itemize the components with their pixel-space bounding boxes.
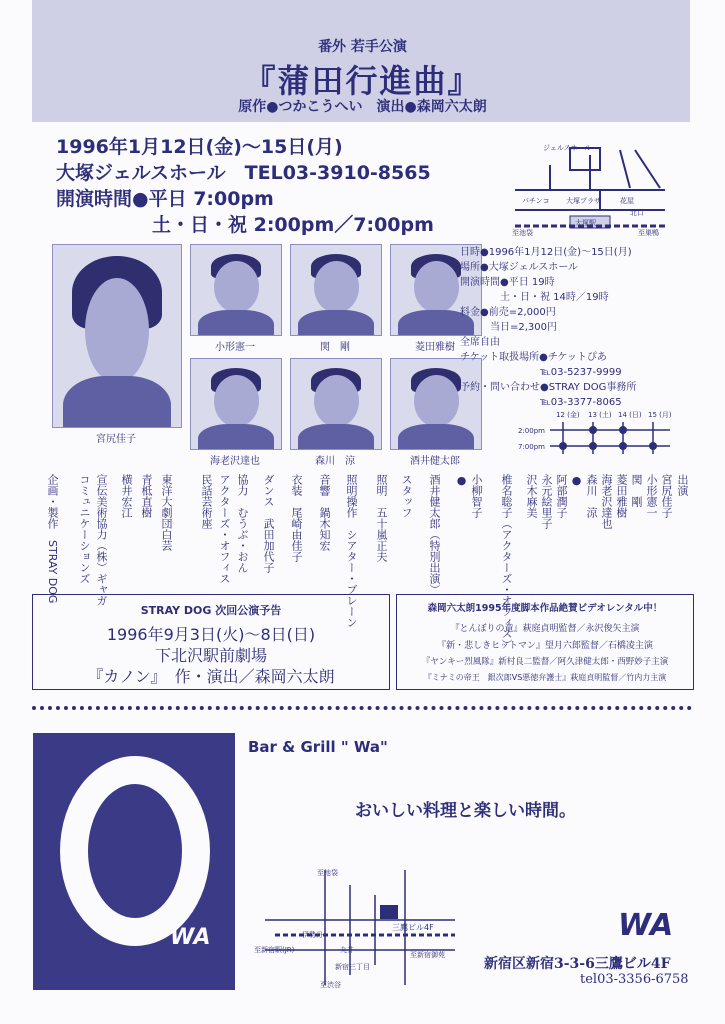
video-rental-item: 『新・悲しきヒットマン』望月六郎監督／石橋凌主演: [437, 641, 653, 651]
barmap-gyoen: 至新宿御苑: [410, 951, 445, 959]
info-line: 土・日・祝 14時／19時: [460, 292, 609, 303]
barmap-shibuya: 至渋谷: [320, 981, 341, 989]
cast-caption: 森川 涼: [315, 456, 355, 467]
map-plaza: 大塚プラザ: [566, 197, 601, 205]
credit-column: 菱田雅樹: [615, 474, 628, 518]
info-line: 場所●大塚ジェルスホール: [460, 262, 579, 273]
info-line: 開演時間●平日 19時: [460, 277, 555, 288]
credit-column: コミュニケーションズ: [78, 474, 91, 584]
credit-column: 出演: [676, 474, 689, 496]
timetable-day: 15 (月): [648, 411, 672, 419]
credit-column: 小形憲一: [645, 474, 658, 518]
map-flower: 花屋: [620, 197, 634, 205]
info-line: 予約・問い合わせ●STRAY DOG事務所: [460, 382, 637, 393]
cast-caption: 海老沢達也: [210, 456, 260, 467]
video-rental-item: 『ミナミの帝王 銀次郎VS悪徳弁護士』萩庭貞明監督／竹内力主演: [423, 673, 667, 682]
credit-column: 宣伝美術協力（株）ギャガ: [95, 474, 108, 606]
credit-column: 小柳智子: [470, 474, 483, 518]
cast-photo: [190, 244, 282, 336]
video-rental-item: 『とんぼりの竜』萩庭貞明監督／永沢俊矢主演: [450, 624, 640, 634]
cast-caption: 関 剛: [320, 342, 350, 353]
credit-column: 民話芸術座: [200, 474, 213, 529]
credit-column: 照明操作 シアター・ブレーン: [345, 474, 358, 628]
credit-column: 照明 五十嵐正夫: [375, 474, 388, 562]
next-show-title: 『カノン』 作・演出／森岡六太朗: [87, 667, 335, 686]
bar-brand-mark: WA: [618, 908, 674, 943]
cast-photo-large: [52, 244, 182, 428]
next-show-dates: 1996年9月3日(火)〜8日(日): [106, 625, 316, 644]
bar-name: Bar & Grill " Wa": [248, 738, 388, 756]
credit-column: 沢木麻美: [525, 474, 538, 518]
show-credits: 原作●つかこうへい 演出●森岡六太朗: [238, 99, 487, 115]
next-show-heading: STRAY DOG 次回公演予告: [140, 604, 282, 617]
bar-slogan: おいしい料理と楽しい時間。: [355, 801, 576, 821]
credit-column: スタッフ: [400, 474, 413, 518]
credit-column: 音響 鍋木知宏: [318, 474, 331, 551]
credit-column: 東洋大劇団白芸: [160, 474, 173, 551]
credit-column: 阿部潤子: [555, 474, 568, 518]
cast-caption: 菱田雅樹: [415, 342, 455, 353]
map-ikebukuro: 至池袋: [512, 229, 533, 237]
cast-photo: [290, 244, 382, 336]
credit-column: 永元絵里子: [540, 474, 553, 529]
timetable-day: 13 (土): [588, 411, 612, 419]
map-pachinko: パチンコ: [522, 197, 550, 205]
schedule-weekday: 開演時間●平日 7:00pm: [56, 188, 274, 210]
info-line: ℡03-3377-8065: [460, 397, 622, 408]
timetable-day: 12 (金): [556, 411, 580, 419]
barmap-building: 三鷹ビル4F: [392, 923, 434, 932]
credit-column: 椎名聡子（アクターズ・オフィス）: [500, 474, 513, 650]
cast-caption: 宮尻佳子: [96, 434, 136, 445]
cast-photo: [190, 358, 282, 450]
credit-column: 海老沢達也: [600, 474, 613, 529]
info-line: 料金●前売=2,000円: [460, 307, 556, 318]
timetable-day: 14 (日): [618, 411, 642, 419]
map-north: 北口: [630, 209, 644, 217]
barmap-marui: 丸井: [340, 946, 354, 954]
credit-column: 横井宏江: [120, 474, 133, 518]
credit-column: 酒井健太郎（特別出演）: [428, 474, 441, 595]
info-line: ℡03-5237-9999: [460, 367, 622, 378]
bar-address: 新宿区新宿3-3-6三鷹ビル4F: [484, 956, 671, 972]
credit-column: 関 剛: [630, 474, 643, 507]
show-subtitle: 番外 若手公演: [318, 39, 407, 55]
bar-logo-circle: [60, 756, 210, 946]
credit-column: ●: [455, 474, 468, 487]
cast-caption: 酒井健太郎: [410, 456, 460, 467]
credit-column: 企画・製作 STRAY DOG: [46, 474, 59, 604]
credit-column: 青柢直樹: [140, 474, 153, 518]
credit-column: ダンス 武田加代子: [262, 474, 275, 573]
credit-column: 衣装 尾崎由佳子: [290, 474, 303, 562]
timetable-time: 7:00pm: [518, 443, 545, 451]
barmap-sanchome: 新宿三丁目: [335, 963, 370, 971]
map-station: 大塚駅: [575, 219, 596, 227]
map-hall: ジェルスホール: [543, 144, 592, 152]
barmap-shinjuku: 至新宿駅(JR): [254, 946, 295, 954]
schedule-dates: 1996年1月12日(金)〜15日(月): [56, 136, 343, 158]
video-rental-heading: 森岡六太朗1995年度脚本作品絶賛ビデオレンタル中！: [427, 603, 663, 614]
barmap-isetan: 伊勢丹: [302, 931, 323, 939]
timetable-time: 2:00pm: [518, 427, 545, 435]
bar-logo-text: WA: [170, 925, 211, 950]
next-show-venue: 下北沢駅前劇場: [154, 646, 267, 665]
credit-column: 森川 涼: [585, 474, 598, 518]
info-line: チケット取扱場所●チケットぴあ: [460, 352, 607, 363]
credit-column: ●: [570, 474, 583, 487]
dotted-divider: [32, 706, 692, 710]
video-rental-item: 『ヤンキー烈風隊』新村良二監督／阿久津健太郎・西野妙子主演: [421, 657, 669, 667]
credit-column: アクターズ・オフィス: [218, 474, 231, 584]
barmap-ikebukuro: 至池袋: [317, 869, 338, 877]
cast-photo: [290, 358, 382, 450]
credit-column: 宮尻佳子: [660, 474, 673, 518]
credit-column: 協力 むうぶ・おん: [236, 474, 249, 573]
schedule-weekend: 土・日・祝 2:00pm／7:00pm: [152, 214, 434, 236]
info-line: 当日=2,300円: [460, 322, 558, 333]
cast-caption: 小形憲一: [215, 342, 255, 353]
bar-tel: tel03-3356-6758: [580, 972, 689, 987]
schedule-venue: 大塚ジェルスホール TEL03-3910-8565: [56, 162, 431, 184]
timetable-grid: [545, 420, 675, 456]
info-line: 全席自由: [460, 337, 500, 348]
show-title: 『蒲田行進曲』: [243, 62, 482, 100]
map-sugamo: 至巣鴨: [638, 229, 659, 237]
info-line: 日時●1996年1月12日(金)〜15日(月): [460, 247, 632, 258]
